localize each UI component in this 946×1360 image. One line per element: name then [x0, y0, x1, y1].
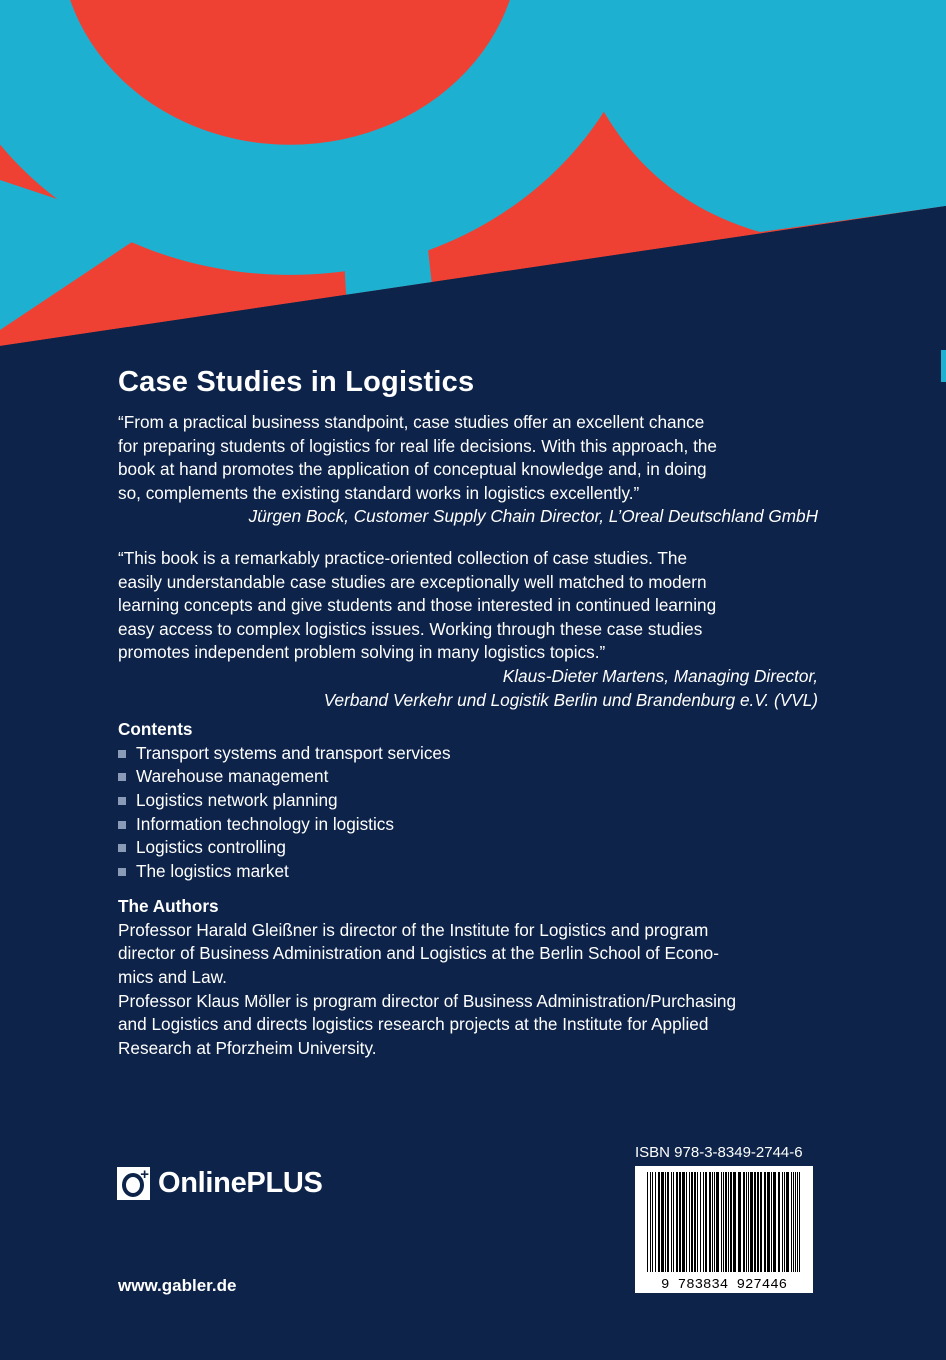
barcode-bar — [793, 1172, 794, 1272]
barcode-bar — [738, 1172, 741, 1272]
barcode-bar — [679, 1172, 681, 1272]
barcode-bar — [760, 1172, 762, 1272]
barcode-bar — [655, 1172, 656, 1272]
barcode-bar — [700, 1172, 701, 1272]
contents-item-label: Logistics network planning — [136, 789, 338, 810]
quote-line: promotes independent problem solving in many logistics topics.” — [118, 642, 606, 663]
barcode-bar — [748, 1172, 749, 1272]
authors-section — [118, 895, 818, 1060]
quote-line: so, complements the existing standard works in logistics excellently.” — [118, 482, 640, 503]
contents-item — [118, 813, 818, 837]
authors-line: director of Business Administration and Logistics at the Berlin School of Econo- — [118, 943, 719, 964]
contents-section — [118, 718, 818, 883]
authors-line: Research at Pforzheim University. — [118, 1037, 377, 1058]
square-bullet-icon — [118, 750, 126, 758]
barcode-bar — [728, 1172, 729, 1272]
barcode-bar — [795, 1172, 796, 1272]
edge-tab — [941, 350, 946, 382]
spacer — [118, 883, 818, 895]
barcode-bar — [791, 1172, 792, 1272]
contents-item-label: Logistics controlling — [136, 837, 286, 858]
authors-line: Professor Harald Gleißner is director of the Institute for Logistics and program — [118, 919, 709, 940]
barcode-bar — [721, 1172, 722, 1272]
contents-item — [118, 789, 818, 813]
barcode-bar — [771, 1172, 772, 1272]
barcode-bar — [694, 1172, 696, 1272]
quote-block-2 — [118, 547, 818, 712]
barcode-bar — [673, 1172, 674, 1272]
contents-item-label: Warehouse management — [136, 766, 329, 787]
barcode-bar — [689, 1172, 690, 1272]
square-bullet-icon — [118, 844, 126, 852]
barcode-bar — [784, 1172, 785, 1272]
quote-line: learning concepts and give students and those interested in continued learning — [118, 595, 717, 616]
barcode-bar — [658, 1172, 660, 1272]
onlineplus-logo — [117, 1167, 323, 1200]
barcode-bar — [661, 1172, 664, 1272]
barcode-bar — [782, 1172, 783, 1272]
barcode-bar — [716, 1172, 719, 1272]
quote-line: easily understandable case studies are exceptionally well matched to modern — [118, 571, 707, 592]
quote-block-1 — [118, 411, 818, 529]
barcode-bar — [686, 1172, 687, 1272]
barcode-bar — [723, 1172, 724, 1272]
barcode-bar — [786, 1172, 789, 1272]
barcode-bar — [703, 1172, 704, 1272]
barcode-bar — [714, 1172, 715, 1272]
contents-list — [118, 742, 818, 884]
barcode-bar — [665, 1172, 666, 1272]
barcode-bar — [750, 1172, 753, 1272]
plus-icon: + — [140, 1166, 149, 1183]
barcode-bar — [778, 1172, 780, 1272]
barcode-bar — [709, 1172, 711, 1272]
barcode-bar — [671, 1172, 672, 1272]
barcode-bar — [705, 1172, 707, 1272]
barcode-bar — [667, 1172, 669, 1272]
quote-line: for preparing students of logistics for real life decisions. With this approach, the — [118, 435, 717, 456]
spacer — [118, 529, 818, 547]
square-bullet-icon — [118, 868, 126, 876]
barcode-bar — [746, 1172, 747, 1272]
barcode-bar — [682, 1172, 685, 1272]
barcode-bar — [730, 1172, 732, 1272]
authors-line: and Logistics and directs logistics research projects at the Institute for Applied — [118, 1014, 709, 1035]
barcode-bar — [743, 1172, 745, 1272]
authors-line: mics and Law. — [118, 967, 227, 988]
contents-item-label: Information technology in logistics — [136, 813, 394, 834]
isbn-label: ISBN 978-3-8349-2744-6 — [635, 1144, 803, 1161]
contents-heading: Contents — [118, 719, 193, 740]
contents-item — [118, 742, 818, 766]
barcode-bar — [712, 1172, 713, 1272]
contents-item-label: The logistics market — [136, 860, 289, 881]
barcode-bar — [733, 1172, 736, 1272]
barcode-bar — [697, 1172, 698, 1272]
quote-line: easy access to complex logistics issues. Working through these case studies — [118, 618, 703, 639]
authors-heading: The Authors — [118, 896, 219, 917]
barcode-bar — [754, 1172, 756, 1272]
logo-text: OnlinePLUS — [158, 1167, 323, 1199]
barcode-bar — [650, 1172, 651, 1272]
barcode-bar — [691, 1172, 693, 1272]
barcode-bar — [652, 1172, 653, 1272]
barcode-bar — [757, 1172, 759, 1272]
authors-line: Professor Klaus Möller is program director of Business Administration/Purchasing — [118, 990, 737, 1011]
square-bullet-icon — [118, 797, 126, 805]
quote-line: “This book is a remarkably practice-oriented collection of case studies. The — [118, 547, 688, 568]
square-bullet-icon — [118, 821, 126, 829]
contents-item — [118, 765, 818, 789]
barcode-bar — [773, 1172, 776, 1272]
barcode-bar — [725, 1172, 727, 1272]
cover-artwork — [0, 0, 946, 360]
barcode-bar — [797, 1172, 798, 1272]
quote-line: book at hand promotes the application of conceptual knowledge and, in doing — [118, 459, 707, 480]
contents-item — [118, 836, 818, 860]
barcode — [635, 1166, 813, 1293]
barcode-bar — [764, 1172, 766, 1272]
onlineplus-mark-icon — [117, 1167, 150, 1200]
square-bullet-icon — [118, 773, 126, 781]
quote-attribution: Jürgen Bock, Customer Supply Chain Director, L’Oreal Deutschland GmbH — [248, 506, 818, 527]
barcode-bars — [647, 1172, 800, 1272]
contents-item — [118, 860, 818, 884]
quote-line: “From a practical business standpoint, case studies offer an excellent chance — [118, 412, 705, 432]
barcode-bar — [767, 1172, 770, 1272]
barcode-digits: 9 783834 927446 — [660, 1277, 788, 1293]
barcode-bar — [647, 1172, 648, 1272]
barcode-graphic — [635, 1166, 813, 1293]
quote-attribution: Verband Verkehr und Logistik Berlin und Brandenburg e.V. (VVL) — [323, 689, 818, 710]
contents-item-label: Transport systems and transport services — [136, 742, 451, 763]
book-title: Case Studies in Logistics — [118, 366, 475, 398]
website-url: www.gabler.de — [118, 1276, 237, 1295]
barcode-bar — [799, 1172, 800, 1272]
quote-attribution: Klaus-Dieter Martens, Managing Director, — [502, 665, 818, 686]
back-cover-content — [118, 366, 818, 1060]
barcode-bar — [676, 1172, 678, 1272]
